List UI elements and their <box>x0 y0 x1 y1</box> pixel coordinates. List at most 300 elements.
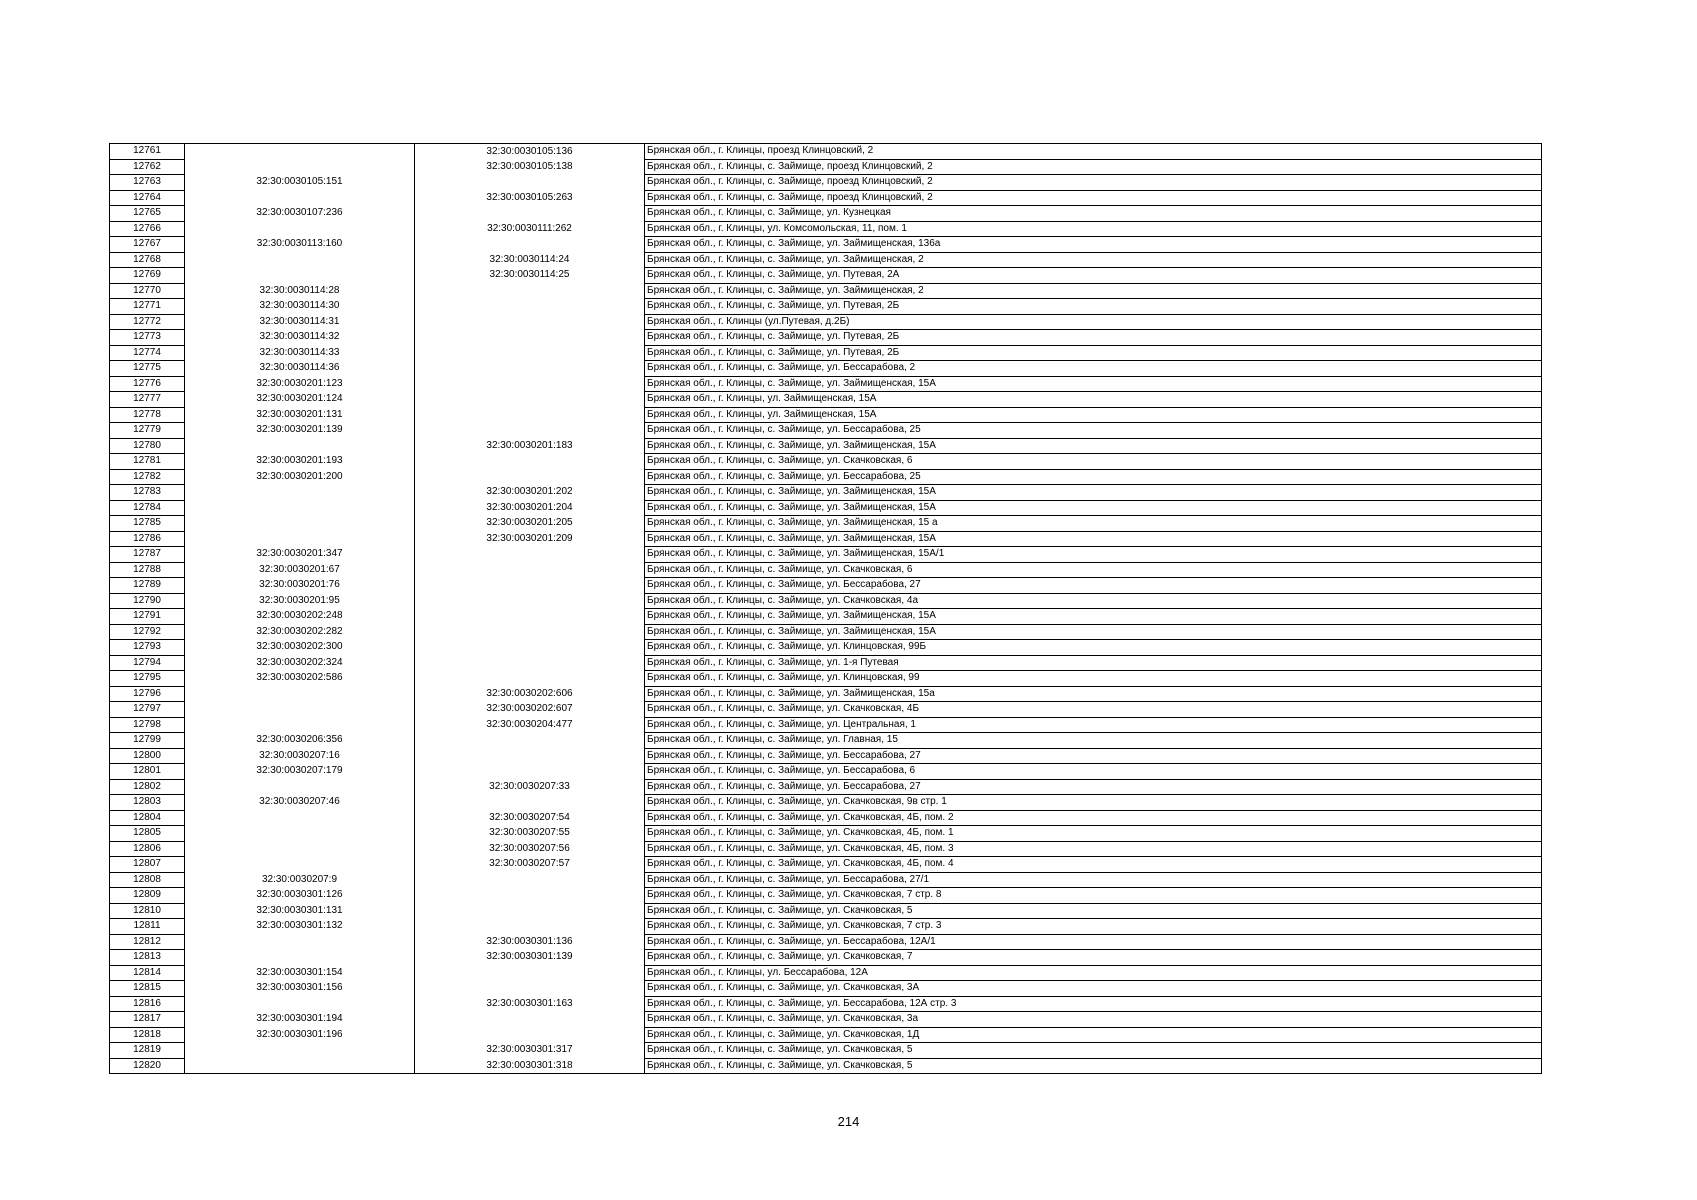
table-row <box>110 392 1542 408</box>
cadastral-number-cell: 32:30:0030301:126 <box>185 888 415 904</box>
cadastral-number-cell: 32:30:0030301:156 <box>185 981 415 997</box>
row-number-cell: 12761 <box>110 144 185 160</box>
cadastral-number-alt-cell <box>415 407 645 423</box>
row-number-cell: 12805 <box>110 826 185 842</box>
address-cell: Брянская обл., г. Клинцы, с. Займище, ул. Бессарабова, 6 <box>645 764 1542 780</box>
table-row <box>110 175 1542 191</box>
row-number-cell: 12766 <box>110 221 185 237</box>
table-row <box>110 717 1542 733</box>
cadastral-number-cell: 32:30:0030301:131 <box>185 903 415 919</box>
address-cell: Брянская обл., г. Клинцы, с. Займище, ул. Скачковская, 5 <box>645 1043 1542 1059</box>
row-number-cell: 12816 <box>110 996 185 1012</box>
cadastral-number-alt-cell <box>415 872 645 888</box>
cadastral-number-alt-cell: 32:30:0030301:136 <box>415 934 645 950</box>
row-number-cell: 12773 <box>110 330 185 346</box>
row-number-cell: 12774 <box>110 345 185 361</box>
cadastral-number-alt-cell <box>415 655 645 671</box>
cadastral-number-alt-cell: 32:30:0030207:33 <box>415 779 645 795</box>
address-cell: Брянская обл., г. Клинцы, с. Займище, ул. Займищенская, 15А <box>645 438 1542 454</box>
row-number-cell: 12765 <box>110 206 185 222</box>
row-number-cell: 12767 <box>110 237 185 253</box>
row-number-cell: 12777 <box>110 392 185 408</box>
cadastral-number-alt-cell <box>415 640 645 656</box>
address-cell: Брянская обл., г. Клинцы, с. Займище, ул. Скачковская, 6 <box>645 454 1542 470</box>
address-cell: Брянская обл., г. Клинцы, с. Займище, ул. Займищенская, 136а <box>645 237 1542 253</box>
address-cell: Брянская обл., г. Клинцы, с. Займище, ул. Скачковская, 7 стр. 3 <box>645 919 1542 935</box>
table-row <box>110 500 1542 516</box>
cadastral-number-alt-cell: 32:30:0030114:24 <box>415 252 645 268</box>
row-number-cell: 12792 <box>110 624 185 640</box>
address-cell: Брянская обл., г. Клинцы, с. Займище, ул. Скачковская, 9в стр. 1 <box>645 795 1542 811</box>
row-number-cell: 12813 <box>110 950 185 966</box>
cadastral-number-cell: 32:30:0030114:30 <box>185 299 415 315</box>
table-row <box>110 872 1542 888</box>
cadastral-number-alt-cell <box>415 919 645 935</box>
table-row <box>110 206 1542 222</box>
cadastral-number-alt-cell <box>415 237 645 253</box>
address-cell: Брянская обл., г. Клинцы, с. Займище, ул. Скачковская, 5 <box>645 1058 1542 1074</box>
cadastral-number-alt-cell <box>415 314 645 330</box>
cadastral-number-cell <box>185 810 415 826</box>
cadastral-number-cell <box>185 1043 415 1059</box>
table-row <box>110 841 1542 857</box>
table-row <box>110 903 1542 919</box>
cadastral-number-alt-cell: 32:30:0030105:263 <box>415 190 645 206</box>
address-cell: Брянская обл., г. Клинцы, с. Займище, ул. Займищенская, 15а <box>645 686 1542 702</box>
address-cell: Брянская обл., г. Клинцы, с. Займище, ул. Скачковская, 3А <box>645 981 1542 997</box>
cadastral-number-alt-cell <box>415 733 645 749</box>
row-number-cell: 12795 <box>110 671 185 687</box>
cadastral-number-cell: 32:30:0030301:154 <box>185 965 415 981</box>
table-row <box>110 981 1542 997</box>
row-number-cell: 12784 <box>110 500 185 516</box>
cadastral-number-alt-cell <box>415 1027 645 1043</box>
cadastral-number-alt-cell: 32:30:0030207:56 <box>415 841 645 857</box>
cadastral-number-cell <box>185 779 415 795</box>
cadastral-number-alt-cell: 32:30:0030105:138 <box>415 159 645 175</box>
address-cell: Брянская обл., г. Клинцы, с. Займище, ул. Займищенская, 15А <box>645 624 1542 640</box>
page-number: 214 <box>837 1114 860 1129</box>
cadastral-number-alt-cell: 32:30:0030301:317 <box>415 1043 645 1059</box>
table-row <box>110 950 1542 966</box>
table-row <box>110 423 1542 439</box>
address-cell: Брянская обл., г. Клинцы, с. Займище, ул. Займищенская, 15А <box>645 500 1542 516</box>
cadastral-number-cell <box>185 841 415 857</box>
address-cell: Брянская обл., г. Клинцы, с. Займище, ул. Центральная, 1 <box>645 717 1542 733</box>
row-number-cell: 12817 <box>110 1012 185 1028</box>
cadastral-number-alt-cell: 32:30:0030202:607 <box>415 702 645 718</box>
table-row <box>110 826 1542 842</box>
address-cell: Брянская обл., г. Клинцы, ул. Займищенская, 15А <box>645 407 1542 423</box>
cadastral-number-cell <box>185 857 415 873</box>
cadastral-number-alt-cell <box>415 547 645 563</box>
cadastral-number-cell: 32:30:0030201:200 <box>185 469 415 485</box>
cadastral-number-alt-cell <box>415 345 645 361</box>
cadastral-number-alt-cell <box>415 965 645 981</box>
address-cell: Брянская обл., г. Клинцы, с. Займище, ул. Займищенская, 15А/1 <box>645 547 1542 563</box>
row-number-cell: 12783 <box>110 485 185 501</box>
table-row <box>110 485 1542 501</box>
row-number-cell: 12775 <box>110 361 185 377</box>
table-row <box>110 593 1542 609</box>
cadastral-number-cell: 32:30:0030301:194 <box>185 1012 415 1028</box>
table-row <box>110 624 1542 640</box>
address-cell: Брянская обл., г. Клинцы, с. Займище, ул. 1-я Путевая <box>645 655 1542 671</box>
cadastral-number-cell: 32:30:0030201:123 <box>185 376 415 392</box>
address-cell: Брянская обл., г. Клинцы, с. Займище, проезд Клинцовский, 2 <box>645 190 1542 206</box>
table-row <box>110 314 1542 330</box>
cadastral-number-cell: 32:30:0030107:236 <box>185 206 415 222</box>
row-number-cell: 12790 <box>110 593 185 609</box>
row-number-cell: 12807 <box>110 857 185 873</box>
cadastral-number-alt-cell: 32:30:0030202:606 <box>415 686 645 702</box>
cadastral-number-cell: 32:30:0030114:31 <box>185 314 415 330</box>
row-number-cell: 12789 <box>110 578 185 594</box>
row-number-cell: 12800 <box>110 748 185 764</box>
address-cell: Брянская обл., г. Клинцы, с. Займище, ул. Скачковская, 4Б, пом. 3 <box>645 841 1542 857</box>
row-number-cell: 12806 <box>110 841 185 857</box>
table-row <box>110 407 1542 423</box>
cadastral-number-alt-cell <box>415 888 645 904</box>
cadastral-number-alt-cell <box>415 562 645 578</box>
cadastral-number-cell <box>185 190 415 206</box>
address-cell: Брянская обл., г. Клинцы, с. Займище, ул. Путевая, 2Б <box>645 299 1542 315</box>
address-cell: Брянская обл., г. Клинцы, с. Займище, проезд Клинцовский, 2 <box>645 159 1542 175</box>
address-cell: Брянская обл., г. Клинцы, с. Займище, ул. Займищенская, 2 <box>645 252 1542 268</box>
address-cell: Брянская обл., г. Клинцы, с. Займище, ул. Скачковская, 7 <box>645 950 1542 966</box>
cadastral-number-alt-cell <box>415 1012 645 1028</box>
cadastral-number-cell <box>185 516 415 532</box>
table-row <box>110 190 1542 206</box>
cadastral-number-cell <box>185 144 415 160</box>
cadastral-number-cell <box>185 268 415 284</box>
cadastral-number-alt-cell: 32:30:0030207:54 <box>415 810 645 826</box>
table-row <box>110 547 1542 563</box>
cadastral-number-cell <box>185 531 415 547</box>
address-cell: Брянская обл., г. Клинцы, с. Займище, ул. Скачковская, 4Б, пом. 4 <box>645 857 1542 873</box>
cadastral-number-cell <box>185 159 415 175</box>
table-body <box>110 144 1542 1074</box>
cadastral-number-cell: 32:30:0030202:324 <box>185 655 415 671</box>
row-number-cell: 12778 <box>110 407 185 423</box>
row-number-cell: 12811 <box>110 919 185 935</box>
cadastral-number-cell: 32:30:0030202:282 <box>185 624 415 640</box>
cadastral-number-alt-cell <box>415 624 645 640</box>
table-row <box>110 237 1542 253</box>
table-row <box>110 469 1542 485</box>
table-row <box>110 376 1542 392</box>
address-cell: Брянская обл., г. Клинцы, с. Займище, ул. Скачковская, 7 стр. 8 <box>645 888 1542 904</box>
table-row <box>110 159 1542 175</box>
row-number-cell: 12814 <box>110 965 185 981</box>
cadastral-number-cell: 32:30:0030201:139 <box>185 423 415 439</box>
cadastral-number-cell <box>185 500 415 516</box>
row-number-cell: 12794 <box>110 655 185 671</box>
cadastral-number-alt-cell <box>415 330 645 346</box>
row-number-cell: 12808 <box>110 872 185 888</box>
address-cell: Брянская обл., г. Клинцы, проезд Клинцовский, 2 <box>645 144 1542 160</box>
table-row <box>110 1027 1542 1043</box>
cadastral-table <box>109 143 1542 1074</box>
table-row <box>110 609 1542 625</box>
cadastral-number-cell: 32:30:0030201:67 <box>185 562 415 578</box>
cadastral-number-cell: 32:30:0030202:586 <box>185 671 415 687</box>
table-row <box>110 996 1542 1012</box>
address-cell: Брянская обл., г. Клинцы, с. Займище, ул. Бессарабова, 27 <box>645 748 1542 764</box>
cadastral-number-cell <box>185 996 415 1012</box>
row-number-cell: 12796 <box>110 686 185 702</box>
cadastral-number-alt-cell <box>415 423 645 439</box>
table-row <box>110 655 1542 671</box>
cadastral-number-alt-cell <box>415 361 645 377</box>
cadastral-number-cell: 32:30:0030201:95 <box>185 593 415 609</box>
cadastral-number-alt-cell <box>415 299 645 315</box>
cadastral-number-cell <box>185 702 415 718</box>
table-row <box>110 531 1542 547</box>
address-cell: Брянская обл., г. Клинцы, с. Займище, ул. Бессарабова, 27 <box>645 578 1542 594</box>
cadastral-number-cell <box>185 686 415 702</box>
address-cell: Брянская обл., г. Клинцы, ул. Бессарабова, 12А <box>645 965 1542 981</box>
cadastral-number-alt-cell <box>415 376 645 392</box>
table-row <box>110 671 1542 687</box>
address-cell: Брянская обл., г. Клинцы, с. Займище, ул. Скачковская, 5 <box>645 903 1542 919</box>
table-row <box>110 268 1542 284</box>
address-cell: Брянская обл., г. Клинцы, с. Займище, ул. Скачковская, 4Б, пом. 2 <box>645 810 1542 826</box>
table-row <box>110 361 1542 377</box>
table-row <box>110 345 1542 361</box>
address-cell: Брянская обл., г. Клинцы, с. Займище, ул. Бессарабова, 12А стр. 3 <box>645 996 1542 1012</box>
cadastral-number-cell: 32:30:0030207:46 <box>185 795 415 811</box>
address-cell: Брянская обл., г. Клинцы, с. Займище, ул. Займищенская, 15 а <box>645 516 1542 532</box>
row-number-cell: 12797 <box>110 702 185 718</box>
table-row <box>110 438 1542 454</box>
cadastral-number-cell: 32:30:0030301:196 <box>185 1027 415 1043</box>
cadastral-number-cell: 32:30:0030201:76 <box>185 578 415 594</box>
row-number-cell: 12819 <box>110 1043 185 1059</box>
cadastral-number-alt-cell <box>415 392 645 408</box>
cadastral-number-cell: 32:30:0030201:124 <box>185 392 415 408</box>
cadastral-number-cell <box>185 485 415 501</box>
table-row <box>110 748 1542 764</box>
table-row <box>110 795 1542 811</box>
row-number-cell: 12782 <box>110 469 185 485</box>
row-number-cell: 12820 <box>110 1058 185 1074</box>
cadastral-number-alt-cell <box>415 981 645 997</box>
address-cell: Брянская обл., г. Клинцы, с. Займище, ул. Скачковская, 1Д <box>645 1027 1542 1043</box>
table-row <box>110 252 1542 268</box>
cadastral-number-alt-cell <box>415 454 645 470</box>
cadastral-number-alt-cell: 32:30:0030301:139 <box>415 950 645 966</box>
row-number-cell: 12799 <box>110 733 185 749</box>
table-row <box>110 1043 1542 1059</box>
address-cell: Брянская обл., г. Клинцы, ул. Займищенская, 15А <box>645 392 1542 408</box>
table-row <box>110 779 1542 795</box>
cadastral-number-cell: 32:30:0030114:33 <box>185 345 415 361</box>
table-row <box>110 764 1542 780</box>
cadastral-number-alt-cell: 32:30:0030114:25 <box>415 268 645 284</box>
row-number-cell: 12791 <box>110 609 185 625</box>
address-cell: Брянская обл., г. Клинцы, с. Займище, ул. Займищенская, 15А <box>645 376 1542 392</box>
row-number-cell: 12781 <box>110 454 185 470</box>
address-cell: Брянская обл., г. Клинцы, с. Займище, ул. Скачковская, 4а <box>645 593 1542 609</box>
cadastral-number-cell: 32:30:0030201:131 <box>185 407 415 423</box>
cadastral-number-cell <box>185 221 415 237</box>
address-cell: Брянская обл., г. Клинцы, с. Займище, ул. Скачковская, 6 <box>645 562 1542 578</box>
cadastral-number-alt-cell <box>415 578 645 594</box>
row-number-cell: 12771 <box>110 299 185 315</box>
cadastral-number-alt-cell <box>415 903 645 919</box>
cadastral-number-alt-cell <box>415 764 645 780</box>
address-cell: Брянская обл., г. Клинцы, ул. Комсомольская, 11, пом. 1 <box>645 221 1542 237</box>
table-row <box>110 702 1542 718</box>
row-number-cell: 12802 <box>110 779 185 795</box>
table-row <box>110 454 1542 470</box>
row-number-cell: 12812 <box>110 934 185 950</box>
row-number-cell: 12762 <box>110 159 185 175</box>
address-cell: Брянская обл., г. Клинцы, с. Займище, ул. Клинцовская, 99 <box>645 671 1542 687</box>
cadastral-number-cell <box>185 934 415 950</box>
table-row <box>110 640 1542 656</box>
row-number-cell: 12785 <box>110 516 185 532</box>
address-cell: Брянская обл., г. Клинцы, с. Займище, ул. Бессарабова, 12А/1 <box>645 934 1542 950</box>
table-row <box>110 733 1542 749</box>
row-number-cell: 12815 <box>110 981 185 997</box>
address-cell: Брянская обл., г. Клинцы, с. Займище, ул. Скачковская, 4Б <box>645 702 1542 718</box>
cadastral-number-cell: 32:30:0030114:28 <box>185 283 415 299</box>
table-row <box>110 857 1542 873</box>
table-row <box>110 299 1542 315</box>
cadastral-number-alt-cell <box>415 671 645 687</box>
table-row <box>110 330 1542 346</box>
row-number-cell: 12810 <box>110 903 185 919</box>
cadastral-number-cell <box>185 252 415 268</box>
cadastral-number-cell: 32:30:0030207:9 <box>185 872 415 888</box>
cadastral-number-alt-cell <box>415 748 645 764</box>
cadastral-number-cell: 32:30:0030202:300 <box>185 640 415 656</box>
cadastral-number-cell: 32:30:0030113:160 <box>185 237 415 253</box>
address-cell: Брянская обл., г. Клинцы, с. Займище, ул. Скачковская, 3а <box>645 1012 1542 1028</box>
cadastral-number-alt-cell <box>415 283 645 299</box>
address-cell: Брянская обл., г. Клинцы, с. Займище, ул. Путевая, 2Б <box>645 330 1542 346</box>
cadastral-number-alt-cell: 32:30:0030201:202 <box>415 485 645 501</box>
address-cell: Брянская обл., г. Клинцы, с. Займище, ул. Клинцовская, 99Б <box>645 640 1542 656</box>
address-cell: Брянская обл., г. Клинцы, с. Займище, ул. Займищенская, 15А <box>645 531 1542 547</box>
cadastral-number-alt-cell <box>415 609 645 625</box>
row-number-cell: 12763 <box>110 175 185 191</box>
cadastral-number-alt-cell <box>415 593 645 609</box>
address-cell: Брянская обл., г. Клинцы, с. Займище, проезд Клинцовский, 2 <box>645 175 1542 191</box>
row-number-cell: 12779 <box>110 423 185 439</box>
row-number-cell: 12770 <box>110 283 185 299</box>
cadastral-number-cell: 32:30:0030206:356 <box>185 733 415 749</box>
address-cell: Брянская обл., г. Клинцы (ул.Путевая, д.2Б) <box>645 314 1542 330</box>
table-row <box>110 1058 1542 1074</box>
cadastral-number-alt-cell: 32:30:0030111:262 <box>415 221 645 237</box>
address-cell: Брянская обл., г. Клинцы, с. Займище, ул. Кузнецкая <box>645 206 1542 222</box>
cadastral-number-alt-cell: 32:30:0030301:318 <box>415 1058 645 1074</box>
row-number-cell: 12780 <box>110 438 185 454</box>
row-number-cell: 12801 <box>110 764 185 780</box>
cadastral-number-alt-cell: 32:30:0030201:204 <box>415 500 645 516</box>
cadastral-number-cell: 32:30:0030201:347 <box>185 547 415 563</box>
table-row <box>110 562 1542 578</box>
cadastral-number-cell: 32:30:0030114:32 <box>185 330 415 346</box>
row-number-cell: 12809 <box>110 888 185 904</box>
row-number-cell: 12768 <box>110 252 185 268</box>
row-number-cell: 12788 <box>110 562 185 578</box>
table-row <box>110 686 1542 702</box>
cadastral-number-alt-cell <box>415 469 645 485</box>
table-row <box>110 516 1542 532</box>
cadastral-number-cell: 32:30:0030202:248 <box>185 609 415 625</box>
address-cell: Брянская обл., г. Клинцы, с. Займище, ул. Бессарабова, 25 <box>645 469 1542 485</box>
table-row <box>110 283 1542 299</box>
row-number-cell: 12764 <box>110 190 185 206</box>
row-number-cell: 12769 <box>110 268 185 284</box>
address-cell: Брянская обл., г. Клинцы, с. Займище, ул. Главная, 15 <box>645 733 1542 749</box>
cadastral-number-alt-cell: 32:30:0030207:55 <box>415 826 645 842</box>
cadastral-number-cell: 32:30:0030207:179 <box>185 764 415 780</box>
address-cell: Брянская обл., г. Клинцы, с. Займище, ул. Займищенская, 15А <box>645 609 1542 625</box>
row-number-cell: 12798 <box>110 717 185 733</box>
cadastral-number-alt-cell <box>415 206 645 222</box>
cadastral-number-cell: 32:30:0030207:16 <box>185 748 415 764</box>
address-cell: Брянская обл., г. Клинцы, с. Займище, ул. Бессарабова, 25 <box>645 423 1542 439</box>
cadastral-number-alt-cell <box>415 795 645 811</box>
address-cell: Брянская обл., г. Клинцы, с. Займище, ул. Скачковская, 4Б, пом. 1 <box>645 826 1542 842</box>
cadastral-number-alt-cell: 32:30:0030204:477 <box>415 717 645 733</box>
cadastral-number-cell <box>185 438 415 454</box>
cadastral-number-cell: 32:30:0030105:151 <box>185 175 415 191</box>
address-cell: Брянская обл., г. Клинцы, с. Займище, ул. Путевая, 2А <box>645 268 1542 284</box>
row-number-cell: 12787 <box>110 547 185 563</box>
row-number-cell: 12818 <box>110 1027 185 1043</box>
cadastral-number-alt-cell: 32:30:0030105:136 <box>415 144 645 160</box>
cadastral-number-cell <box>185 950 415 966</box>
address-cell: Брянская обл., г. Клинцы, с. Займище, ул. Бессарабова, 27/1 <box>645 872 1542 888</box>
table-row <box>110 144 1542 160</box>
table-row <box>110 221 1542 237</box>
row-number-cell: 12793 <box>110 640 185 656</box>
cadastral-number-alt-cell: 32:30:0030201:183 <box>415 438 645 454</box>
table-row <box>110 934 1542 950</box>
address-cell: Брянская обл., г. Клинцы, с. Займище, ул. Путевая, 2Б <box>645 345 1542 361</box>
address-cell: Брянская обл., г. Клинцы, с. Займище, ул. Бессарабова, 27 <box>645 779 1542 795</box>
cadastral-number-alt-cell: 32:30:0030207:57 <box>415 857 645 873</box>
table-row <box>110 1012 1542 1028</box>
cadastral-number-cell <box>185 826 415 842</box>
row-number-cell: 12772 <box>110 314 185 330</box>
row-number-cell: 12786 <box>110 531 185 547</box>
cadastral-number-cell <box>185 1058 415 1074</box>
cadastral-number-alt-cell: 32:30:0030301:163 <box>415 996 645 1012</box>
cadastral-number-alt-cell: 32:30:0030201:209 <box>415 531 645 547</box>
table-row <box>110 965 1542 981</box>
table-row <box>110 919 1542 935</box>
address-cell: Брянская обл., г. Клинцы, с. Займище, ул. Займищенская, 2 <box>645 283 1542 299</box>
cadastral-number-cell: 32:30:0030114:36 <box>185 361 415 377</box>
row-number-cell: 12804 <box>110 810 185 826</box>
cadastral-number-cell <box>185 717 415 733</box>
row-number-cell: 12803 <box>110 795 185 811</box>
table-row <box>110 578 1542 594</box>
cadastral-number-alt-cell: 32:30:0030201:205 <box>415 516 645 532</box>
table-row <box>110 888 1542 904</box>
table-row <box>110 810 1542 826</box>
cadastral-number-alt-cell <box>415 175 645 191</box>
address-cell: Брянская обл., г. Клинцы, с. Займище, ул. Займищенская, 15А <box>645 485 1542 501</box>
cadastral-number-cell: 32:30:0030201:193 <box>185 454 415 470</box>
